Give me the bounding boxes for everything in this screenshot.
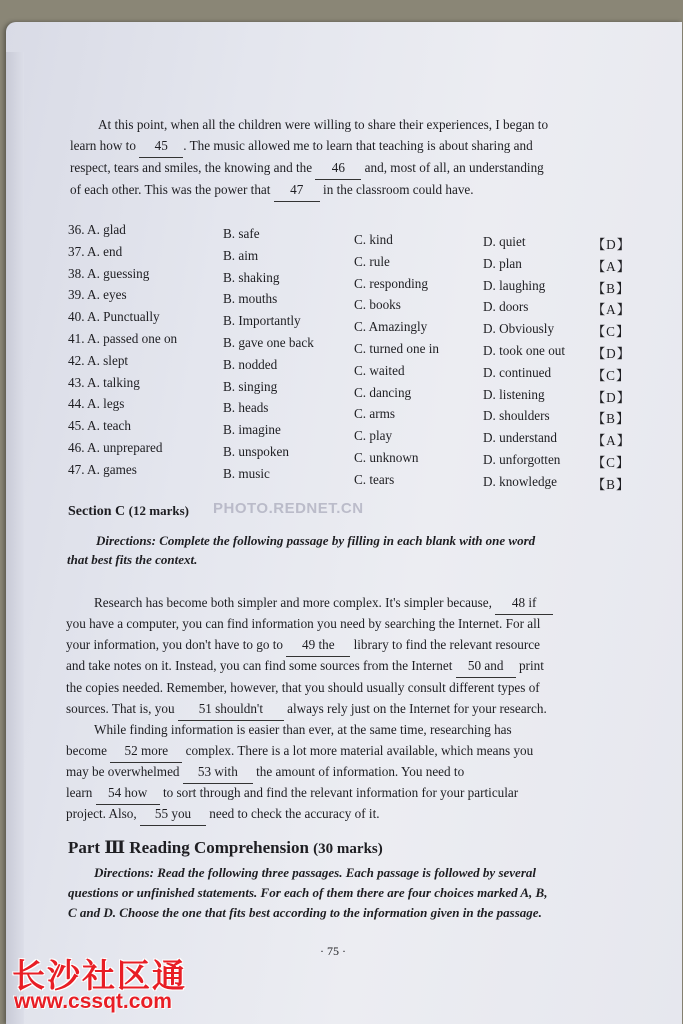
passage2-line2: you have a computer, you can find information you need by searching the Internet. For all bbox=[66, 616, 541, 631]
part3-heading bbox=[68, 838, 383, 858]
passage2-line11 bbox=[66, 803, 380, 826]
passage1-text: of each other. This was the power that bbox=[70, 182, 271, 197]
option-d: D. unforgotten bbox=[483, 452, 561, 467]
part3-marks: (30 marks) bbox=[313, 841, 383, 857]
option-c: C. rule bbox=[354, 253, 390, 269]
part3-directions-3: C and D. Choose the one that fits best according to the information given in the passage. bbox=[68, 905, 542, 920]
option-d: D. laughing bbox=[483, 277, 546, 293]
option-a: 41. A. passed one on bbox=[68, 331, 178, 346]
page-number: · 75 · bbox=[320, 944, 346, 958]
option-c: C. tears bbox=[354, 471, 395, 487]
option-b: B. safe bbox=[223, 226, 260, 241]
blank-47: 47 bbox=[274, 179, 320, 202]
answer-bracket: 【C】 bbox=[592, 367, 631, 383]
option-c: C. responding bbox=[354, 275, 428, 291]
passage2-line5: the copies needed. Remember, however, that you should usually consult different types of bbox=[66, 680, 540, 695]
passage2-line8 bbox=[66, 740, 533, 763]
passage2-text: to sort through and find the relevant information for your particular bbox=[162, 785, 519, 800]
option-c: C. dancing bbox=[354, 384, 412, 400]
blank-52: 52 more bbox=[110, 740, 182, 763]
directions-text: Read the following three passages. Each passage is followed by several bbox=[157, 865, 536, 880]
option-c: C. books bbox=[354, 297, 401, 313]
answer-bracket: 【B】 bbox=[592, 280, 631, 296]
passage2-text: learn bbox=[66, 785, 93, 800]
passage2-text: become bbox=[66, 743, 108, 758]
blank-53: 53 with bbox=[183, 761, 253, 784]
passage1-text: . The music allowed me to learn that teaching is about sharing and bbox=[183, 138, 533, 153]
passage1-text: respect, tears and smiles, the knowing and the bbox=[70, 160, 313, 175]
option-c: C. unknown bbox=[354, 450, 419, 465]
passage2-text: need to check the accuracy of it. bbox=[209, 806, 380, 821]
passage2-line4 bbox=[66, 655, 544, 678]
option-c: C. play bbox=[354, 428, 393, 444]
passage2-text: the amount of information. You need to bbox=[256, 764, 465, 779]
option-a: 47. A. games bbox=[68, 461, 137, 477]
section-c-directions-2: that best fits the context. bbox=[67, 552, 198, 567]
passage1-text: learn how to bbox=[70, 138, 136, 153]
answer-bracket: 【C】 bbox=[592, 455, 631, 470]
option-b: B. shaking bbox=[223, 269, 280, 285]
answer-bracket: 【A】 bbox=[592, 258, 631, 274]
blank-48: 48 if bbox=[495, 592, 553, 615]
option-d: D. knowledge bbox=[483, 473, 557, 489]
option-b: B. Importantly bbox=[223, 313, 301, 329]
passage2-text: always rely just on the Internet for your research. bbox=[287, 701, 547, 716]
option-c: C. kind bbox=[354, 232, 393, 247]
passage2-text: library to find the relevant resource bbox=[353, 637, 540, 652]
answer-bracket: 【A】 bbox=[592, 302, 631, 318]
passage1-line3 bbox=[70, 157, 544, 180]
passage2-line6 bbox=[66, 698, 547, 721]
answer-bracket: 【D】 bbox=[592, 237, 631, 252]
blank-50: 50 and bbox=[456, 655, 516, 678]
option-a: 40. A. Punctually bbox=[68, 309, 160, 325]
watermark-logo: 长沙社区通 bbox=[12, 956, 187, 995]
section-c-marks: (12 marks) bbox=[128, 503, 189, 518]
option-a: 38. A. guessing bbox=[68, 265, 150, 281]
option-a: 46. A. unprepared bbox=[68, 440, 163, 455]
option-b: B. gave one back bbox=[223, 335, 314, 350]
directions-label: Directions: bbox=[96, 533, 156, 548]
passage2-line10 bbox=[66, 782, 518, 805]
option-d: D. quiet bbox=[483, 234, 526, 249]
option-d: D. understand bbox=[483, 430, 557, 446]
passage2-text: project. Also, bbox=[66, 806, 137, 821]
passage2-text: your information, you don't have to go to bbox=[66, 637, 284, 652]
answer-bracket: 【D】 bbox=[592, 346, 631, 361]
watermark-site: PHOTO.REDNET.CN bbox=[213, 500, 364, 517]
option-a: 39. A. eyes bbox=[68, 287, 127, 303]
passage1-text: and, most of all, an understanding bbox=[364, 160, 544, 175]
option-c: C. Amazingly bbox=[354, 319, 428, 335]
option-d: D. doors bbox=[483, 299, 529, 315]
blank-55: 55 you bbox=[140, 803, 206, 826]
option-a: 44. A. legs bbox=[68, 396, 125, 412]
option-b: B. music bbox=[223, 465, 270, 481]
blank-49: 49 the bbox=[286, 634, 350, 657]
passage2-line3 bbox=[66, 634, 540, 657]
passage2-line1 bbox=[94, 592, 553, 615]
passage1-line4 bbox=[70, 179, 474, 202]
passage2-text: Research has become both simpler and more complex. It's simpler because, bbox=[94, 595, 492, 610]
option-c: C. arms bbox=[354, 406, 396, 422]
option-d: D. plan bbox=[483, 255, 522, 271]
passage2-text: may be overwhelmed bbox=[66, 764, 180, 779]
option-b: B. heads bbox=[223, 400, 269, 416]
part3-directions-1 bbox=[94, 862, 536, 883]
option-b: B. nodded bbox=[223, 356, 278, 372]
directions-label: Directions: bbox=[94, 865, 154, 880]
section-c-title: Section C bbox=[68, 504, 126, 519]
passage2-text: and take notes on it. Instead, you can find some sources from the Internet bbox=[66, 658, 453, 673]
passage2-line7: While finding information is easier than ever, at the same time, researching has bbox=[94, 722, 512, 737]
blank-45: 45 bbox=[139, 135, 183, 158]
option-d: D. shoulders bbox=[483, 408, 550, 424]
passage2-text: complex. There is a lot more material available, which means you bbox=[185, 743, 534, 758]
option-d: D. took one out bbox=[483, 343, 566, 358]
option-b: B. imagine bbox=[223, 422, 281, 438]
option-b: B. singing bbox=[223, 378, 278, 394]
passage2-text: print bbox=[518, 658, 544, 673]
option-a: 37. A. end bbox=[68, 243, 123, 259]
answer-bracket: 【D】 bbox=[592, 389, 631, 405]
part3-title: Part Ⅲ Reading Comprehension bbox=[68, 838, 309, 857]
passage2-text: sources. That is, you bbox=[66, 701, 175, 716]
section-c-heading bbox=[68, 503, 189, 520]
blank-54: 54 how bbox=[96, 782, 160, 805]
option-d: D. Obviously bbox=[483, 321, 555, 337]
option-d: D. continued bbox=[483, 364, 552, 380]
part3-directions-2: questions or unfinished statements. For each of them there are four choices marked A, B, bbox=[68, 885, 548, 900]
watermark-url: www.cssqt.com bbox=[14, 990, 172, 1013]
option-d: D. listening bbox=[483, 386, 545, 402]
passage1-line1: At this point, when all the children were willing to share their experiences, I began to bbox=[98, 117, 549, 132]
passage1-line2 bbox=[70, 135, 533, 158]
option-a: 45. A. teach bbox=[68, 418, 131, 434]
directions-text: Complete the following passage by filling in each blank with one word bbox=[159, 533, 536, 548]
blank-51: 51 shouldn't bbox=[178, 698, 284, 721]
option-c: C. waited bbox=[354, 362, 405, 378]
option-b: B. mouths bbox=[223, 291, 278, 307]
option-b: B. unspoken bbox=[223, 444, 289, 459]
option-c: C. turned one in bbox=[354, 341, 439, 356]
passage1-text: in the classroom could have. bbox=[323, 182, 474, 197]
answer-bracket: 【B】 bbox=[592, 411, 631, 427]
option-a: 42. A. slept bbox=[68, 352, 129, 368]
answer-bracket: 【B】 bbox=[592, 476, 631, 492]
option-a: 43. A. talking bbox=[68, 374, 140, 390]
option-a: 36. A. glad bbox=[68, 222, 126, 237]
blank-46: 46 bbox=[315, 157, 361, 180]
section-c-directions-1 bbox=[96, 530, 535, 551]
option-b: B. aim bbox=[223, 247, 259, 263]
answer-bracket: 【C】 bbox=[592, 324, 631, 340]
passage2-line9 bbox=[66, 761, 464, 784]
answer-bracket: 【A】 bbox=[592, 433, 631, 449]
